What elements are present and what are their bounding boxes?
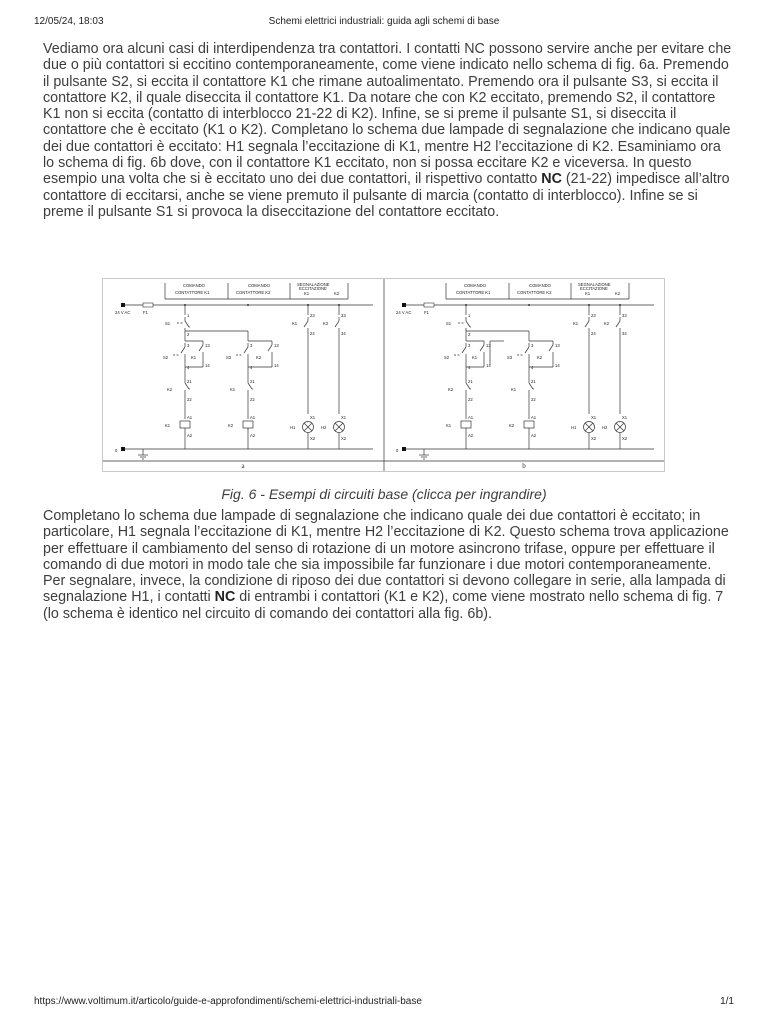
wire <box>525 347 529 353</box>
schematic-label: 22 <box>187 397 192 402</box>
schematic-label: A2 <box>250 433 256 438</box>
wire <box>462 347 466 353</box>
schematic-label: 13 <box>274 343 279 348</box>
schematic-label: K2 <box>167 387 173 392</box>
schematic-label: CONTATTORE K1 <box>175 290 210 295</box>
schematic-label: 13 <box>486 343 491 348</box>
panel-label-a: a <box>241 462 245 470</box>
schematic-label: K2 <box>509 423 515 428</box>
schematic-label: K1 <box>165 423 171 428</box>
schematic-label: 2 <box>468 332 471 337</box>
fuse-f1 <box>424 303 434 307</box>
schematic-label: 1 <box>468 313 471 318</box>
schematic-label: K2 <box>615 291 621 296</box>
wire <box>304 321 308 327</box>
schematic-label: 22 <box>250 397 255 402</box>
schematic-label: K1 <box>511 387 517 392</box>
schematic-label: K1 <box>304 291 310 296</box>
schematic-label: S1 <box>165 321 171 326</box>
circuit-schematic <box>103 279 664 471</box>
schematic-label: 3 <box>468 343 471 348</box>
schematic-label: 13 <box>555 343 560 348</box>
wire <box>616 321 620 327</box>
schematic-label: A2 <box>531 433 537 438</box>
schematic-label: 33 <box>341 313 346 318</box>
schematic-label: A1 <box>250 415 256 420</box>
schematic-label: 3 <box>187 343 190 348</box>
wire <box>181 347 185 353</box>
schematic-label: 14 <box>205 363 210 368</box>
schematic-label: 0 <box>396 448 399 453</box>
schematic-label: H2 <box>602 425 608 430</box>
schematic-label: 4 <box>187 365 190 370</box>
schematic-label: 21 <box>468 379 473 384</box>
schematic-label: SEGNALAZIONE <box>297 282 330 287</box>
schematic-label: 21 <box>187 379 192 384</box>
wire <box>335 321 339 327</box>
wire <box>549 345 553 351</box>
figure-caption: Fig. 6 - Esempi di circuiti base (clicca per ingrandire) <box>221 486 547 502</box>
schematic-label: SEGNALAZIONE <box>578 282 611 287</box>
schematic-label: K2 <box>323 321 329 326</box>
schematic-label: 3 <box>531 343 534 348</box>
fuse-f1 <box>143 303 153 307</box>
schematic-label: K1 <box>585 291 591 296</box>
schematic-label: X2 <box>622 436 628 441</box>
schematic-label: K2 <box>334 291 340 296</box>
schematic-label: COMANDO <box>529 283 551 288</box>
schematic-label: S3 <box>226 355 232 360</box>
schematic-label: 14 <box>555 363 560 368</box>
schematic-label: 4 <box>468 365 471 370</box>
contactor-coil <box>243 421 253 428</box>
page-number: 1/1 <box>720 996 734 1007</box>
schematic-label: X2 <box>310 436 316 441</box>
schematic-label: 3 <box>250 343 253 348</box>
source-url: https://www.voltimum.it/articolo/guide-e-approfondimenti/schemi-elettrici-industriali-base <box>34 996 422 1007</box>
schematic-label: K1 <box>292 321 298 326</box>
schematic-label: COMANDO <box>248 283 270 288</box>
paragraph-text: Completano lo schema due lampade di segnalazione che indicano quale dei due contattori è eccitato; in particolare, H1 segnala l’eccitazione di K1, mentre H2 l’eccitazione di K2. Questo schema trova applicazione per effettuare il cambiamento del senso di rotazione di un motore asincrono trifase, oppure per effettuare il comando di due motori in modo tale che sia impossibile far funzionare i due motori contemporaneamente. Per segnalare, invece, la condizione di riposo dei due contattori si devono collegare in serie, alla lampada di segnalazione H1, i contatti <box>43 508 729 606</box>
schematic-label: K2 <box>448 387 454 392</box>
schematic-label: X1 <box>622 415 628 420</box>
schematic-label: COMANDO <box>464 283 486 288</box>
schematic-label: X1 <box>310 415 316 420</box>
paragraph-text: Vediamo ora alcuni casi di interdipendenza tra contattori. I contatti NC possono servire anche per evitare che due o più contattori si eccitino contemporaneamente, come viene indicato nello schema di fig. 6a. Premendo il pulsante S2, si eccita il contattore K1 che rimane autoalimentato. Premendo ora il pulsante S3, si eccita il contattore K2, il quale diseccita il contattore K1. Da notare che con K2 eccitato, premendo S2, il contattore K1 non si eccita (contatto di interblocco 21-22 di K2). Infine, se si preme il pulsante S1, si diseccita il contattore che è eccitato (K1 o K2). Completano lo schema due lampade di segnalazione che indicano quale dei due contattori è eccitato: H1 segnala l’eccitazione di K1, mentre H2 l’eccitazione di K2. Esaminiamo ora lo schema di fig. 6b dove, con il contattore K1 eccitato, non si possa eccitare K2 e viceversa. In questo esempio una volta che si è eccitato uno dei due contattori, il rispettivo contatto <box>43 41 732 188</box>
contactor-coil <box>461 421 471 428</box>
schematic-label: K2 <box>604 321 610 326</box>
schematic-label: F1 <box>143 310 148 315</box>
schematic-label: 24 V AC <box>396 310 412 315</box>
schematic-label: 22 <box>531 397 536 402</box>
schematic-label: 23 <box>591 313 596 318</box>
schematic-label: K2 <box>228 423 234 428</box>
paragraph-interlock-intro <box>43 41 733 220</box>
ground-terminal <box>402 447 406 451</box>
figure-6-circuit-diagram[interactable] <box>102 278 665 472</box>
junction-dot <box>247 304 249 306</box>
schematic-label: 21 <box>531 379 536 384</box>
panel-label-b: b <box>522 462 526 470</box>
paragraph-text: di entrambi i contattori (K1 e K2), come viene mostrato nello schema di fig. 7 (lo schema è identico nel circuito di comando dei contattori alla fig. 6b). <box>43 589 724 622</box>
schematic-label: A1 <box>187 415 193 420</box>
schematic-label: 24 <box>310 331 315 336</box>
schematic-label: 24 <box>591 331 596 336</box>
schematic-label: X1 <box>591 415 597 420</box>
schematic-label: K1 <box>446 423 452 428</box>
schematic-label: ECCITAZIONE <box>580 286 608 291</box>
schematic-label: A1 <box>468 415 474 420</box>
wire <box>268 345 272 351</box>
wire <box>199 345 203 351</box>
schematic-label: K1 <box>191 355 197 360</box>
wire <box>244 347 248 353</box>
schematic-label: 2 <box>187 332 190 337</box>
schematic-label: 14 <box>486 363 491 368</box>
circuit-panel-a <box>115 282 373 470</box>
schematic-label: X2 <box>591 436 597 441</box>
ground-terminal <box>121 447 125 451</box>
schematic-label: 21 <box>250 379 255 384</box>
schematic-label: CONTATTORE K1 <box>456 290 491 295</box>
schematic-label: 23 <box>310 313 315 318</box>
schematic-label: 33 <box>622 313 627 318</box>
supply-terminal <box>121 303 125 307</box>
schematic-label: 34 <box>622 331 627 336</box>
print-date: 12/05/24, 18:03 <box>34 16 104 27</box>
print-title: Schemi elettrici industriali: guida agli schemi di base <box>268 16 500 27</box>
schematic-label: 22 <box>468 397 473 402</box>
contactor-coil <box>524 421 534 428</box>
schematic-label: S2 <box>163 355 169 360</box>
schematic-label: 13 <box>205 343 210 348</box>
schematic-label: A2 <box>468 433 474 438</box>
schematic-label: K1 <box>472 355 478 360</box>
schematic-label: K2 <box>256 355 262 360</box>
schematic-label: K1 <box>230 387 236 392</box>
schematic-label: K2 <box>537 355 543 360</box>
schematic-label: X2 <box>341 436 347 441</box>
schematic-label: 4 <box>250 365 253 370</box>
supply-terminal <box>402 303 406 307</box>
schematic-label: H2 <box>321 425 327 430</box>
schematic-label: 4 <box>531 365 534 370</box>
schematic-label: 1 <box>187 313 190 318</box>
paragraph-text: (21-22) impedisce all’altro contattore di eccitarsi, anche se viene premuto il pulsante di marcia (contatto di interblocco). Infine se si preme il pulsante S1 si provoca la diseccitazione del contattore eccitato. <box>43 171 730 220</box>
schematic-label: H1 <box>290 425 296 430</box>
schematic-label: X1 <box>341 415 347 420</box>
schematic-label: H1 <box>571 425 577 430</box>
schematic-label: F1 <box>424 310 429 315</box>
wire <box>466 321 470 327</box>
schematic-label: ECCITAZIONE <box>299 286 327 291</box>
wire <box>185 321 189 327</box>
schematic-label: S3 <box>507 355 513 360</box>
bold-nc: NC <box>214 589 236 606</box>
schematic-label: 34 <box>341 331 346 336</box>
schematic-label: A2 <box>187 433 193 438</box>
paragraph-signalling <box>43 508 733 622</box>
schematic-label: S1 <box>446 321 452 326</box>
schematic-label: 0 <box>115 448 118 453</box>
schematic-label: COMANDO <box>183 283 205 288</box>
schematic-label: 24 V AC <box>115 310 131 315</box>
bold-nc: NC <box>541 171 562 188</box>
schematic-label: CONTATTORE K2 <box>517 290 552 295</box>
schematic-label: S2 <box>444 355 450 360</box>
contactor-coil <box>180 421 190 428</box>
circuit-panel-b <box>396 282 654 470</box>
schematic-label: K1 <box>573 321 579 326</box>
schematic-label: CONTATTORE K2 <box>236 290 271 295</box>
junction-dot <box>528 304 530 306</box>
schematic-label: 14 <box>274 363 279 368</box>
wire <box>585 321 589 327</box>
schematic-label: A1 <box>531 415 537 420</box>
wire <box>480 345 484 351</box>
